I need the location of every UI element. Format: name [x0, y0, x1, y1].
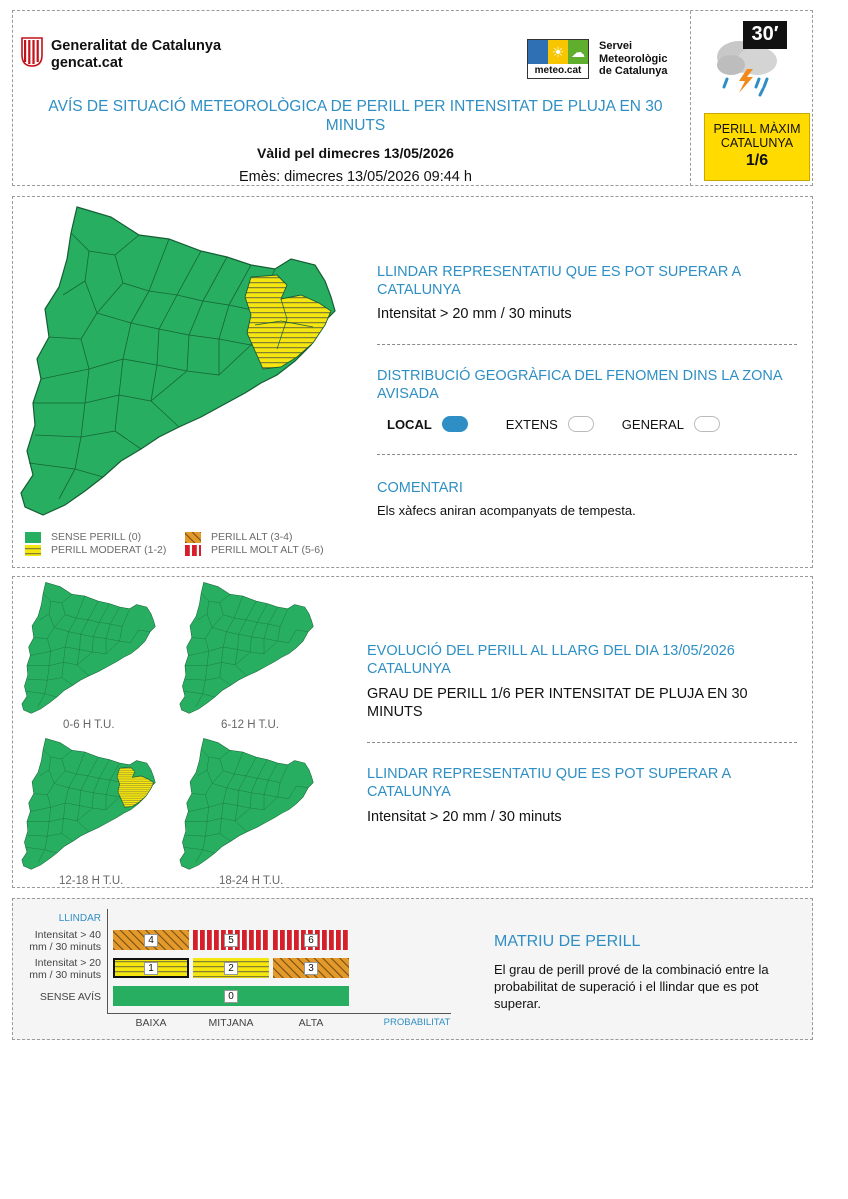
evolution-threshold-value: Intensitat > 20 mm / 30 minuts [367, 809, 562, 825]
evolution-panel [12, 576, 813, 888]
col-label-high: ALTA [298, 1017, 324, 1029]
divider [367, 742, 797, 743]
storm-30min-icon [709, 17, 789, 99]
valid-date: Vàlid pel dimecres 13/05/2026 [257, 145, 454, 161]
option-extens-label: EXTENS [505, 416, 558, 432]
matrix-panel [12, 898, 813, 1040]
option-local-toggle[interactable] [442, 416, 468, 432]
header-panel [12, 10, 813, 186]
evolution-title: EVOLUCIÓ DEL PERILL AL LLARG DEL DIA 13/05/2026 CATALUNYA [367, 643, 735, 677]
option-general-label: GENERAL [621, 416, 684, 432]
col-label-medium: MITJANA [208, 1017, 254, 1029]
period-label: 6-12 H T.U. [221, 719, 279, 731]
legend-very-high: PERILL MOLT ALT (5-6) [185, 544, 324, 556]
matrix-y-axis [107, 909, 108, 1013]
row-label-20: Intensitat > 20 mm / 30 minuts [29, 957, 101, 981]
comment-text: Els xàfecs aniran acompanyats de tempesta. [377, 503, 636, 518]
legend-moderate: PERILL MODERAT (1-2) [25, 544, 166, 556]
threshold-value: Intensitat > 20 mm / 30 minuts [377, 306, 572, 322]
meteocat-text: meteo.cat [534, 65, 582, 76]
cell-number: 2 [224, 962, 238, 975]
cell-number: 5 [224, 934, 238, 947]
main-danger-map [19, 199, 339, 519]
matrix-text: El grau de perill prové de la combinació entre la probabilitat de superació i el llindar que es pot superar. [494, 962, 769, 1011]
page-title: AVÍS DE SITUACIÓ METEOROLÒGICA DE PERILL PER INTENSITAT DE PLUJA EN 30 MINUTS [48, 98, 663, 134]
cell-number: 4 [144, 934, 158, 947]
evolution-threshold-title: LLINDAR REPRESENTATIU QUE ES POT SUPERAR A CATALUNYA [367, 766, 731, 800]
map-period-0-6 [19, 579, 159, 715]
map-period-18-24 [177, 735, 317, 871]
max-danger-level: 1/6 [745, 152, 769, 169]
max-danger-badge: PERILL MÀXIM CATALUNYA 1/6 [704, 113, 810, 181]
option-local-label: LOCAL [387, 416, 432, 432]
col-label-low: BAIXA [135, 1017, 167, 1029]
map-period-12-18 [19, 735, 159, 871]
divider [377, 344, 797, 345]
meteocat-logo-icon: ☀ ☁ meteo.cat [527, 39, 589, 79]
option-extens-toggle[interactable] [568, 416, 594, 432]
matrix-title: MATRIU DE PERILL [494, 933, 641, 950]
legend-no-danger: SENSE PERILL (0) [25, 531, 141, 543]
row-label-none: SENSE AVÍS [39, 991, 101, 1003]
smc-name: Servei Meteorològic de Catalunya [599, 40, 668, 77]
issued-date: Emès: dimecres 13/05/2026 09:44 h [239, 169, 472, 185]
threshold-header: LLINDAR [58, 913, 101, 924]
situation-panel [12, 196, 813, 568]
period-label: 0-6 H T.U. [63, 719, 115, 731]
period-label: 12-18 H T.U. [59, 875, 124, 887]
cell-number: 0 [224, 990, 238, 1003]
divider [377, 454, 797, 455]
icon-30-label: 30′ [751, 23, 779, 45]
header-divider [690, 11, 691, 186]
cell-number: 1 [144, 962, 158, 975]
evolution-text: GRAU DE PERILL 1/6 PER INTENSITAT DE PLUJA EN 30 MINUTS [367, 686, 748, 720]
distribution-options [387, 416, 720, 432]
option-general-toggle[interactable] [694, 416, 720, 432]
generalitat-logo-icon [21, 37, 43, 67]
cell-number: 6 [304, 934, 318, 947]
threshold-title: LLINDAR REPRESENTATIU QUE ES POT SUPERAR A CATALUNYA [377, 264, 741, 298]
matrix-x-axis [107, 1013, 451, 1014]
comment-title: COMENTARI [377, 480, 463, 496]
legend-high: PERILL ALT (3-4) [185, 531, 293, 543]
row-label-40: Intensitat > 40 mm / 30 minuts [29, 929, 101, 953]
matrix-cell-0 [113, 986, 349, 1006]
distribution-title: DISTRIBUCIÓ GEOGRÀFICA DEL FENOMEN DINS LA ZONA AVISADA [377, 368, 782, 402]
period-label: 18-24 H T.U. [219, 875, 284, 887]
gencat-name: Generalitat de Catalunya [51, 38, 222, 54]
gencat-url: gencat.cat [51, 55, 123, 71]
map-period-6-12 [177, 579, 317, 715]
cell-number: 3 [304, 962, 318, 975]
probability-header: PROBABILITAT [383, 1017, 451, 1028]
